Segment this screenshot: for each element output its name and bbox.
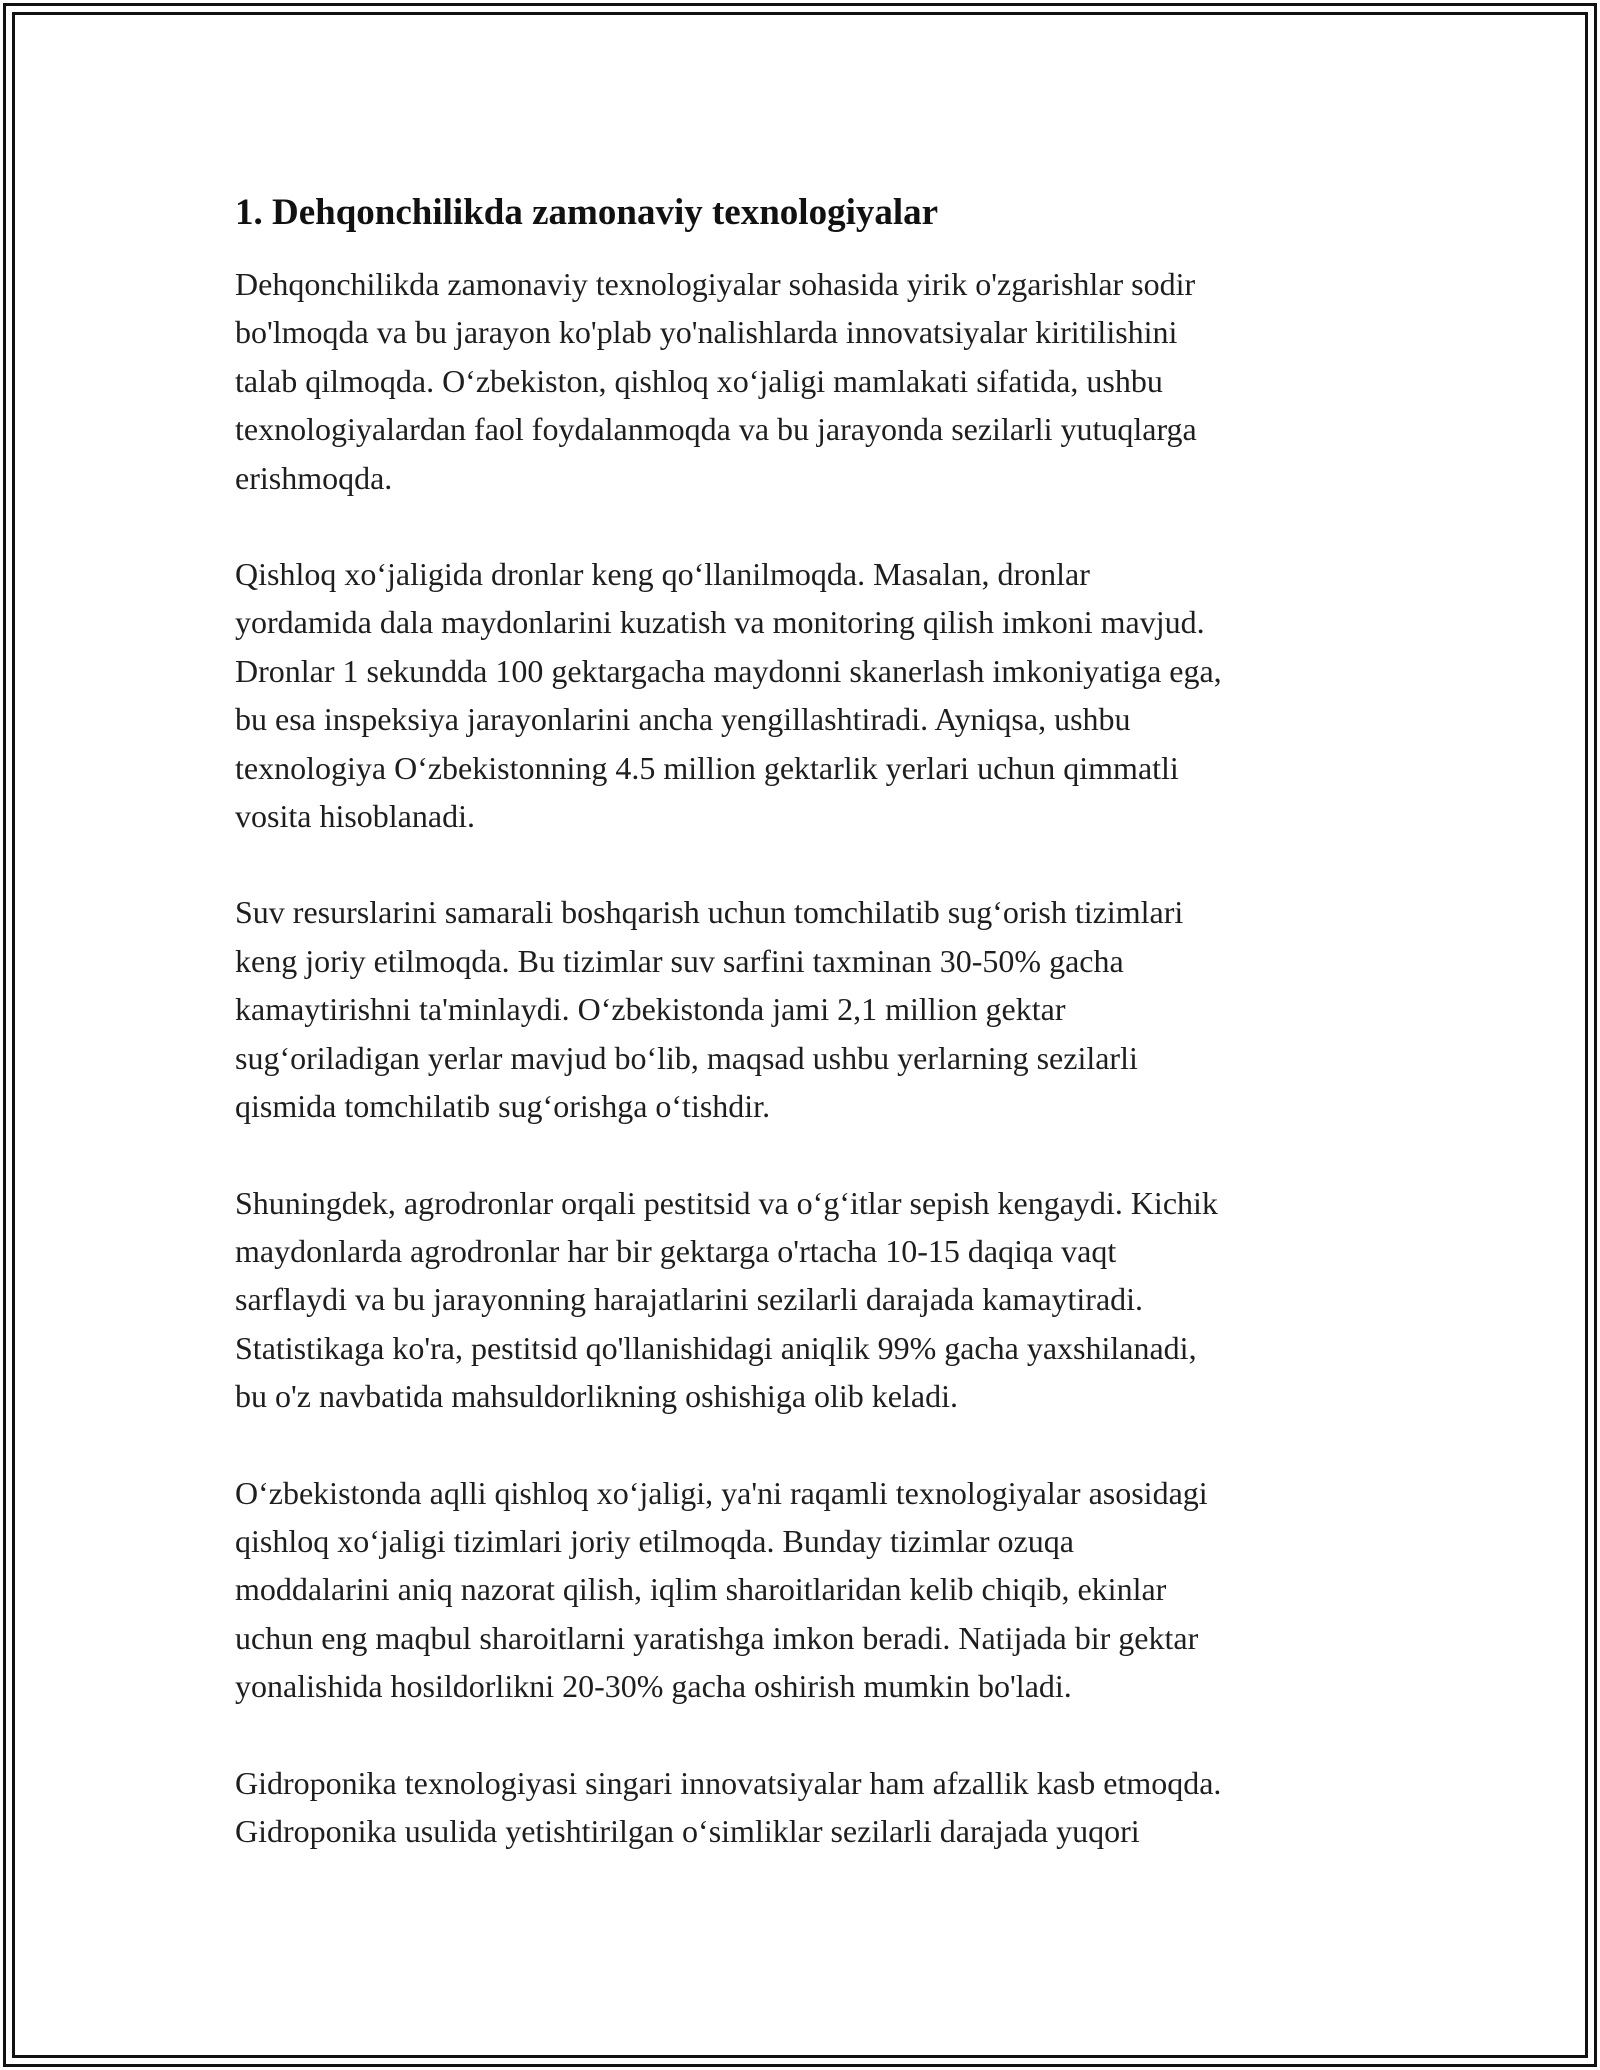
paragraph-line: erishmoqda. xyxy=(235,459,393,496)
paragraph-intro xyxy=(235,260,1375,502)
paragraph-line: uchun eng maqbul sharoitlarni yaratishga imkon beradi. Natijada bir gektar xyxy=(235,1619,1199,1656)
paragraph-line: kamaytirishni ta'minlaydi. O‘zbekistonda jami 2,1 million gektar xyxy=(235,991,1066,1028)
paragraph-line: maydonlarda agrodronlar har bir gektarga o'rtacha 10-15 daqiqa vaqt xyxy=(235,1232,1117,1269)
paragraph-line: Statistikaga ko'ra, pestitsid qo'llanishidagi aniqlik 99% gacha yaxshilanadi, xyxy=(235,1329,1197,1366)
paragraph-line: vosita hisoblanadi. xyxy=(235,798,475,835)
paragraph-line: bu esa inspeksiya jarayonlarini ancha yengillashtiradi. Ayniqsa, ushbu xyxy=(235,701,1131,738)
paragraph-line: texnologiya O‘zbekistonning 4.5 million gektarlik yerlari uchun qimmatli xyxy=(235,749,1179,786)
paragraph-line: Qishloq xo‘jaligida dronlar keng qo‘llanilmoqda. Masalan, dronlar xyxy=(235,556,1090,593)
paragraph-line: bo'lmoqda va bu jarayon ko'plab yo'nalishlarda innovatsiyalar kiritilishini xyxy=(235,314,1178,351)
paragraph-line: qismida tomchilatib sug‘orishga o‘tishdir. xyxy=(235,1088,771,1125)
paragraph-line: O‘zbekistonda aqlli qishloq xo‘jaligi, ya'ni raqamli texnologiyalar asosidagi xyxy=(235,1474,1208,1511)
paragraph-agrodrones xyxy=(235,1179,1375,1421)
document-body xyxy=(235,184,1375,1855)
section-heading: 1. Dehqonchilikda zamonaviy texnologiyalar xyxy=(235,192,939,233)
paragraph-line: keng joriy etilmoqda. Bu tizimlar suv sarfini taxminan 30-50% gacha xyxy=(235,942,1124,979)
paragraph-line: talab qilmoqda. O‘zbekiston, qishloq xo‘jaligi mamlakati sifatida, ushbu xyxy=(235,362,1163,399)
paragraph-line: yordamida dala maydonlarini kuzatish va monitoring qilish imkoni mavjud. xyxy=(235,604,1205,641)
paragraph-line: Shuningdek, agrodronlar orqali pestitsid va o‘g‘itlar sepish kengaydi. Kichik xyxy=(235,1184,1218,1221)
paragraph-line: moddalarini aniq nazorat qilish, iqlim sharoitlaridan kelib chiqib, ekinlar xyxy=(235,1571,1167,1608)
paragraph-line: Dehqonchilikda zamonaviy texnologiyalar sohasida yirik o'zgarishlar sodir xyxy=(235,266,1196,302)
paragraph-line: yonalishida hosildorlikni 20-30% gacha oshirish mumkin bo'ladi. xyxy=(235,1668,1072,1705)
paragraph-line: Gidroponika texnologiyasi singari innovatsiyalar ham afzallik kasb etmoqda. xyxy=(235,1764,1222,1801)
paragraph-drones xyxy=(235,550,1375,840)
paragraph-line: texnologiyalardan faol foydalanmoqda va bu jarayonda sezilarli yutuqlarga xyxy=(235,411,1197,448)
paragraph-irrigation xyxy=(235,888,1375,1130)
paragraph-hydroponics xyxy=(235,1759,1375,1856)
paragraph-line: Gidroponika usulida yetishtirilgan o‘simliklar sezilarli darajada yuqori xyxy=(235,1812,1140,1849)
paragraph-smart-agriculture xyxy=(235,1469,1375,1711)
paragraph-line: qishloq xo‘jaligi tizimlari joriy etilmoqda. Bunday tizimlar ozuqa xyxy=(235,1522,1074,1559)
paragraph-line: bu o'z navbatida mahsuldorlikning oshishiga olib keladi. xyxy=(235,1378,958,1415)
paragraph-line: sug‘oriladigan yerlar mavjud bo‘lib, maqsad ushbu yerlarning sezilarli xyxy=(235,1039,1138,1076)
paragraph-line: Dronlar 1 sekundda 100 gektargacha maydonni skanerlash imkoniyatiga ega, xyxy=(235,652,1222,689)
paragraph-line: sarflaydi va bu jarayonning harajatlarini sezilarli darajada kamaytiradi. xyxy=(235,1281,1144,1318)
paragraph-line: Suv resurslarini samarali boshqarish uchun tomchilatib sug‘orish tizimlari xyxy=(235,894,1184,931)
